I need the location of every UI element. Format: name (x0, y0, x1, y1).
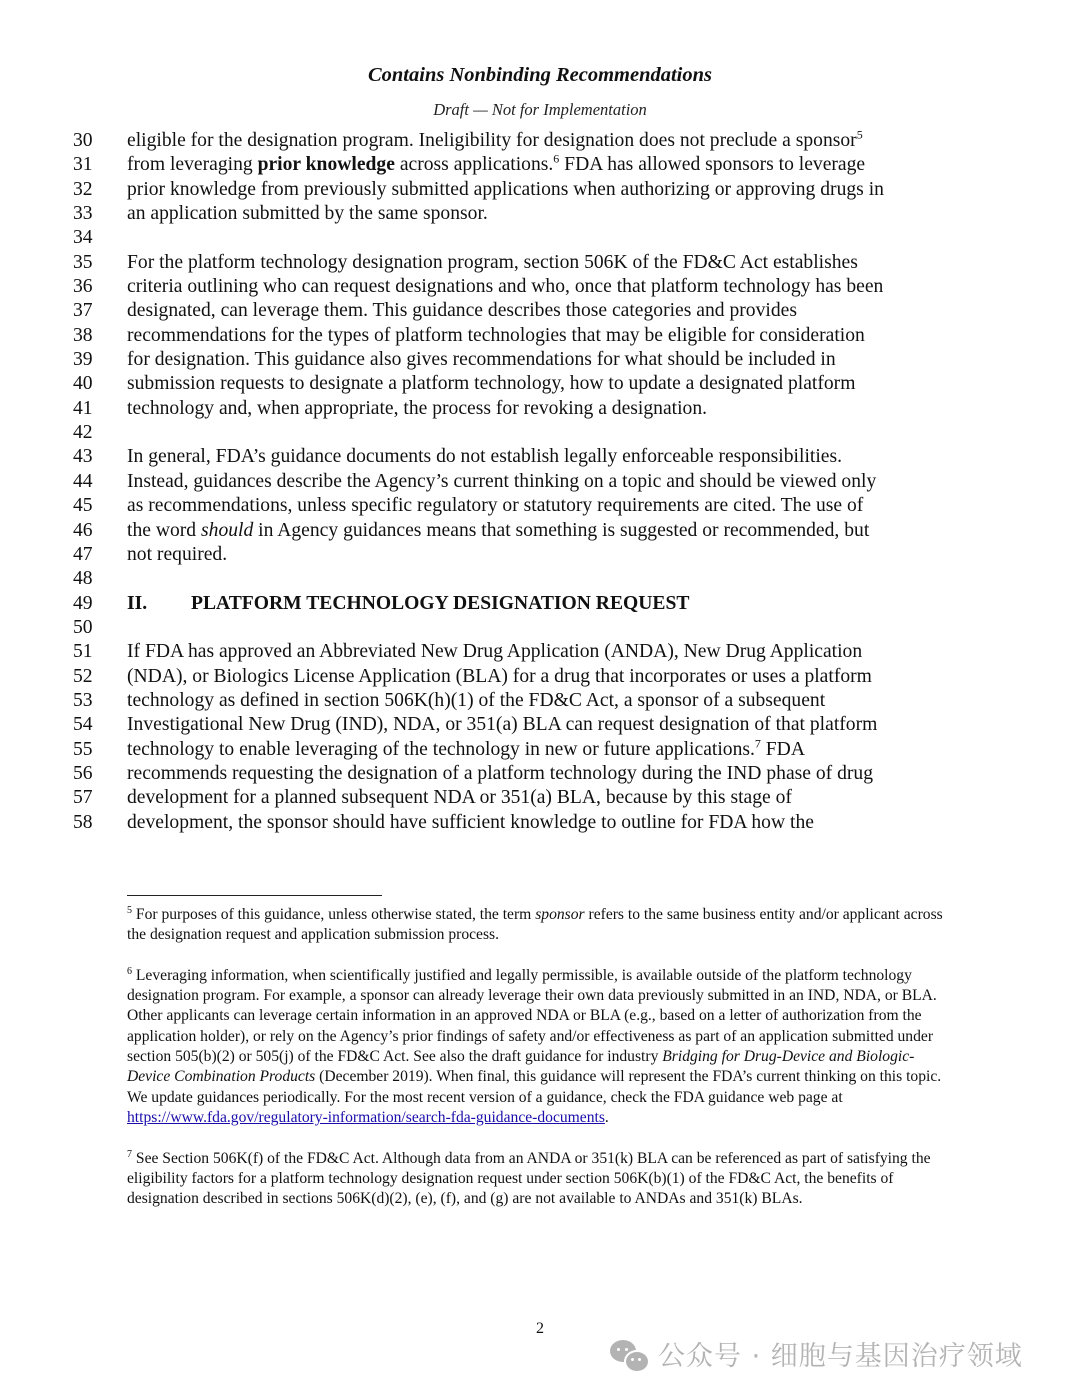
line-number: 58 (73, 811, 93, 833)
italic-text: Bridging for Drug-Device and Biologic-Device Combination Products (127, 1048, 915, 1086)
italic-text: should (201, 519, 254, 541)
text-run: Investigational New Drug (IND), NDA, or 351(a) BLA can request designation of that platform (127, 714, 878, 736)
text-run: from leveraging (127, 154, 258, 176)
text-line (0, 713, 1080, 737)
text-run: (December 2019). When final, this guidance will represent the FDA’s current thinking on this topic. We update guidances periodically. For the most recent version of a guidance, check the FDA guidance web page at (127, 1068, 942, 1106)
line-number: 31 (73, 154, 93, 176)
line-text (127, 811, 814, 835)
line-text (127, 178, 884, 202)
line-text (127, 372, 855, 396)
footnotes (127, 905, 957, 1230)
text-run: technology to enable leveraging of the technology in new or future applications. (127, 738, 755, 760)
line-number: 41 (73, 397, 93, 419)
section-heading-line (0, 592, 1080, 616)
text-line (0, 519, 1080, 543)
footnote-mark: 5 (127, 904, 132, 916)
section-number: II. (127, 592, 148, 614)
footnote-6 (127, 966, 957, 1128)
line-text (127, 397, 707, 421)
bold-text: prior knowledge (257, 154, 395, 176)
text-run: If FDA has approved an Abbreviated New Drug Application (ANDA), New Drug Application (127, 641, 863, 663)
line-number: 30 (73, 130, 93, 151)
text-line (0, 762, 1080, 786)
text-run: submission requests to designate a platform technology, how to update a designated platform (127, 373, 856, 395)
text-line (0, 397, 1080, 421)
footnote-divider (127, 895, 382, 896)
text-line (0, 348, 1080, 372)
line-number: 39 (73, 349, 93, 371)
line-number: 56 (73, 762, 93, 784)
text-line (0, 811, 1080, 835)
footnote-mark: 7 (127, 1148, 132, 1160)
line-text (127, 299, 797, 323)
body-text (0, 129, 1080, 835)
line-number: 34 (73, 227, 93, 249)
line-text (127, 592, 689, 616)
text-line (0, 543, 1080, 567)
line-text (127, 202, 488, 226)
line-text (127, 713, 877, 737)
text-run: criteria outlining who can request designations and who, once that platform technology has been (127, 276, 884, 298)
line-number: 43 (73, 446, 93, 468)
line-number: 50 (73, 616, 93, 638)
guidance-link[interactable]: https://www.fda.gov/regulatory-information/search-fda-guidance-documents (127, 1108, 605, 1126)
line-number: 49 (73, 592, 93, 614)
line-text (127, 689, 825, 713)
document-header-subtitle: Draft — Not for Implementation (433, 100, 647, 119)
text-line (0, 129, 1080, 153)
text-run: in Agency guidances means that something is suggested or recommended, but (253, 519, 870, 541)
text-run: FDA (760, 738, 805, 760)
text-run: an application submitted by the same sponsor. (127, 203, 488, 225)
line-text (127, 762, 873, 786)
line-text (127, 519, 869, 543)
text-run: Leveraging information, when scientifically justified and legally permissible, is available outside of the platform technology designation program. For example, a sponsor can already leverage their own data previously submitted in an IND, NDA, or BLA. Other applicants can leverage certain information in an approved NDA or BLA (e.g., based on a letter of authorization from the application holder), or rely on the Agency’s prior findings of safety and/or effectiveness as part of an application submitted under section 505(b)(2) or 505(j) of the FD&C Act. See also the draft guidance for industry (127, 966, 937, 1066)
text-line (0, 275, 1080, 299)
line-text (127, 153, 865, 177)
text-line (0, 251, 1080, 275)
text-line (0, 616, 1080, 640)
text-run: not required. (127, 543, 228, 565)
line-number: 38 (73, 324, 93, 346)
line-number: 35 (73, 251, 93, 273)
line-text (127, 324, 865, 348)
line-number: 32 (73, 178, 93, 200)
line-text (127, 348, 836, 372)
line-text (127, 786, 792, 810)
line-number: 33 (73, 203, 93, 225)
line-number: 40 (73, 373, 93, 395)
text-run: the word (127, 519, 202, 541)
text-run: . (604, 1108, 609, 1126)
text-line (0, 738, 1080, 762)
line-text (127, 665, 872, 689)
text-line (0, 640, 1080, 664)
watermark (610, 1334, 1023, 1373)
text-run: recommends requesting the designation of a platform technology during the IND phase of drug (127, 762, 873, 784)
line-number: 48 (73, 568, 93, 590)
text-run: development for a planned subsequent NDA or 351(a) BLA, because by this stage of (127, 787, 792, 809)
line-number: 51 (73, 641, 93, 663)
footnote-7 (127, 1149, 957, 1210)
document-header-title: Contains Nonbinding Recommendations (367, 64, 713, 86)
text-run: For purposes of this guidance, unless otherwise stated, the term (132, 906, 536, 923)
text-line (0, 445, 1080, 469)
text-run: technology as defined in section 506K(h)(1) of the FD&C Act, a sponsor of a subsequent (127, 689, 826, 711)
text-line (0, 665, 1080, 689)
footnote-mark: 6 (127, 965, 132, 977)
text-line (0, 153, 1080, 177)
text-run: as recommendations, unless specific regulatory or statutory requirements are cited. The use of (127, 495, 864, 517)
text-run: refers to the same business entity and/or applicant across the designation request and application submission process. (127, 906, 943, 944)
line-number: 57 (73, 787, 93, 809)
text-run: eligible for the designation program. Ineligibility for designation does not preclude a sponsor (127, 130, 857, 151)
footnote-reference[interactable]: 6 (553, 151, 560, 166)
text-run: prior knowledge from previously submitted applications when authorizing or approving drugs in (127, 178, 884, 200)
text-line (0, 689, 1080, 713)
text-line (0, 786, 1080, 810)
text-run: development, the sponsor should have sufficient knowledge to outline for FDA how the (127, 811, 814, 833)
line-number: 52 (73, 665, 93, 687)
line-number: 36 (73, 276, 93, 298)
text-line (0, 226, 1080, 250)
text-run: For the platform technology designation program, section 506K of the FD&C Act establishes (127, 251, 858, 273)
text-line (0, 324, 1080, 348)
line-text (127, 738, 805, 762)
text-line (0, 178, 1080, 202)
text-line (0, 202, 1080, 226)
page-number: 2 (536, 1320, 544, 1337)
line-number: 55 (73, 738, 93, 760)
text-run: (NDA), or Biologics License Application (BLA) for a drug that incorporates or uses a platform (127, 665, 872, 687)
text-line (0, 372, 1080, 396)
footnote-reference[interactable]: 5 (856, 127, 863, 142)
text-run: across applications. (394, 154, 554, 176)
text-line (0, 567, 1080, 591)
line-number: 54 (73, 714, 93, 736)
text-run: See Section 506K(f) of the FD&C Act. Although data from an ANDA or 351(k) BLA can be referenced as part of satisfying the eligibility factors for a platform technology designation request under section 506K(b)(1) of the FD&C Act, the benefits of designation described in sections 506K(d)(2), (e), (f), and (g) are not available to ANDAs and 351(k) BLAs. (127, 1149, 931, 1208)
text-run: FDA has allowed sponsors to leverage (559, 154, 866, 176)
footnote-5 (127, 905, 957, 946)
line-text (127, 470, 876, 494)
line-number: 46 (73, 519, 93, 541)
line-text (127, 129, 863, 153)
text-line (0, 470, 1080, 494)
line-text (127, 445, 842, 469)
italic-text: sponsor (535, 906, 585, 923)
line-number: 47 (73, 543, 93, 565)
text-run: Instead, guidances describe the Agency’s current thinking on a topic and should be viewed only (127, 470, 877, 492)
watermark-text: 公众号 · 细胞与基因治疗领域 (658, 1341, 1023, 1372)
line-number: 45 (73, 495, 93, 517)
line-number: 37 (73, 300, 93, 322)
wechat-icon (610, 1338, 650, 1370)
line-text (127, 251, 858, 275)
text-run: PLATFORM TECHNOLOGY DESIGNATION REQUEST (191, 592, 690, 614)
line-text (127, 640, 862, 664)
text-line (0, 299, 1080, 323)
text-run: recommendations for the types of platform technologies that may be eligible for consideration (127, 324, 865, 346)
line-text (127, 543, 227, 567)
text-run: In general, FDA’s guidance documents do not establish legally enforceable responsibilities. (127, 446, 842, 468)
text-run: technology and, when appropriate, the process for revoking a designation. (127, 397, 708, 419)
text-run: designated, can leverage them. This guidance describes those categories and provides (127, 300, 797, 322)
footnote-reference[interactable]: 7 (754, 736, 761, 751)
line-text (127, 494, 863, 518)
text-line (0, 421, 1080, 445)
line-number: 53 (73, 689, 93, 711)
text-run: for designation. This guidance also gives recommendations for what should be included in (127, 349, 836, 371)
line-number: 44 (73, 470, 93, 492)
line-number: 42 (73, 422, 93, 444)
line-text (127, 275, 883, 299)
text-line (0, 494, 1080, 518)
